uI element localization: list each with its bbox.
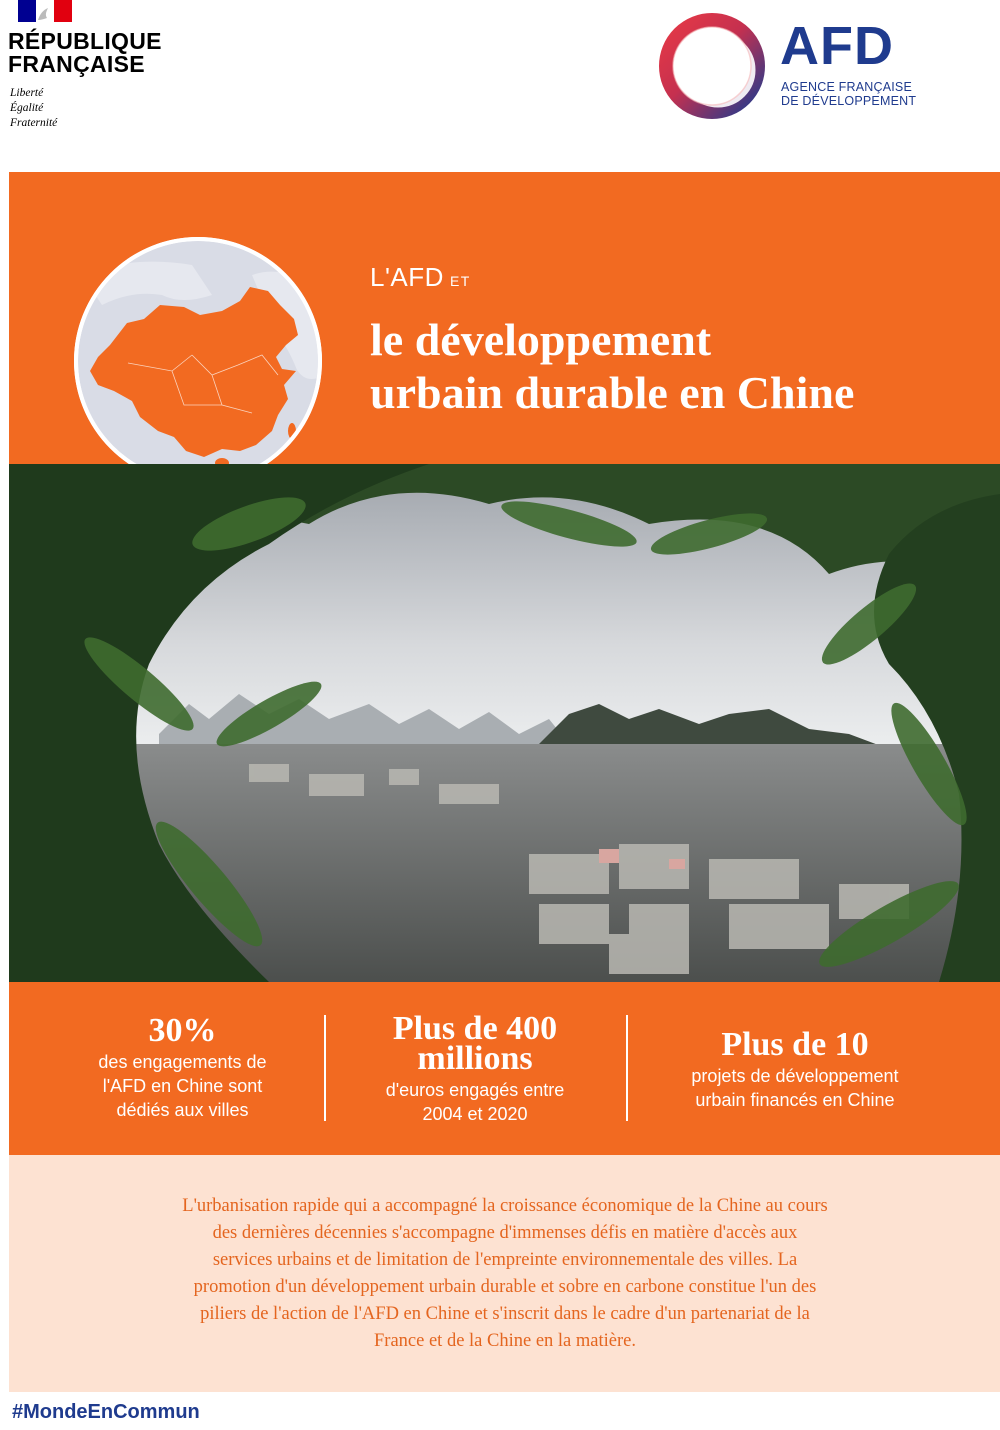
stat-value-line: millions <box>417 1040 533 1077</box>
hero-kicker-et: ET <box>449 273 471 289</box>
republic-motto <box>10 86 57 131</box>
stat-desc-line: l'AFD en Chine sont <box>102 1076 263 1096</box>
hashtag-link[interactable]: #MondeEnCommun <box>12 1401 200 1423</box>
stat-description <box>85 1050 280 1122</box>
stat-desc-line: des engagements de <box>98 1052 267 1072</box>
intro-line: des dernières décennies s'accompagne d'immenses défis en matière d'accès aux <box>212 1223 798 1243</box>
afd-ring-icon <box>656 10 768 122</box>
stat-value <box>360 1010 590 1077</box>
page-title-line1: le développement <box>370 314 712 365</box>
stat-desc-line: urbain financés en Chine <box>695 1090 895 1110</box>
stat-value-line: Plus de 400 <box>392 1010 558 1047</box>
republic-title-line1: RÉPUBLIQUE <box>8 28 162 54</box>
intro-line: piliers de l'action de l'AFD en Chine et s'inscrit dans le cadre d'un partenariat de la <box>200 1304 810 1324</box>
page-title <box>370 313 980 419</box>
motto-fraternite: Fraternité <box>10 117 58 129</box>
republic-title <box>8 30 178 76</box>
stat-description <box>670 1064 920 1112</box>
stat-desc-line: dédiés aux villes <box>116 1100 249 1120</box>
page-title-line2: urbain durable en Chine <box>370 367 855 418</box>
afd-subtitle <box>781 80 916 108</box>
hero-kicker <box>370 262 471 296</box>
stat-value: 30% <box>148 1012 217 1049</box>
china-map-icon <box>72 235 324 487</box>
stat-divider <box>626 1015 628 1121</box>
afd-subtitle-line2: DE DÉVELOPPEMENT <box>781 94 917 108</box>
city-landscape-photo <box>9 464 1000 982</box>
intro-line: France et de la Chine en la matière. <box>374 1331 636 1351</box>
intro-line: promotion d'un développement urbain durable et sobre en carbone constitue l'un des <box>193 1277 817 1297</box>
hero-kicker-main: L'AFD <box>370 262 444 292</box>
stat-divider <box>324 1015 326 1121</box>
stat-description <box>360 1078 590 1126</box>
intro-line: L'urbanisation rapide qui a accompagné la croissance économique de la Chine au cours <box>182 1196 828 1216</box>
intro-paragraph <box>60 1193 950 1355</box>
motto-egalite: Égalité <box>10 102 44 114</box>
stat-desc-line: 2004 et 2020 <box>422 1104 528 1124</box>
stat-millions <box>360 1010 590 1126</box>
intro-line: services urbains et de limitation de l'empreinte environnementale des villes. La <box>212 1250 798 1270</box>
stat-desc-line: d'euros engagés entre <box>385 1080 565 1100</box>
republic-title-line2: FRANÇAISE <box>8 51 145 77</box>
stat-projets <box>670 1026 920 1112</box>
stat-value: Plus de 10 <box>721 1026 869 1063</box>
afd-subtitle-line1: AGENCE FRANÇAISE <box>781 80 913 94</box>
marianne-flag-icon <box>18 0 72 22</box>
motto-liberte: Liberté <box>10 87 44 99</box>
afd-acronym: AFD <box>780 16 894 76</box>
stat-desc-line: projets de développement <box>691 1066 899 1086</box>
stat-villes <box>85 1012 280 1122</box>
